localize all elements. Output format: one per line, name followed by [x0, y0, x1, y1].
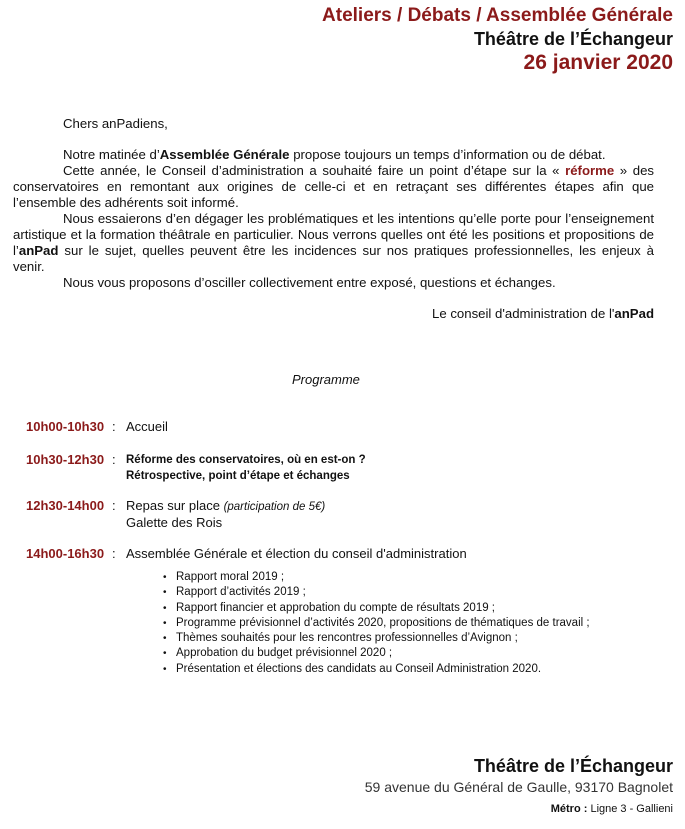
bullet-icon: • — [163, 648, 167, 660]
letter-greeting: Chers anPadiens, — [63, 116, 168, 131]
text-span: Le conseil d'administration de l' — [431, 306, 615, 321]
text-span: propose toujours un temps d’information ou de débat. — [289, 147, 606, 162]
list-item — [163, 585, 590, 600]
slot-colon: : — [112, 452, 116, 467]
text-span: Notre matinée d’ — [63, 147, 160, 162]
programme-title: Programme — [292, 372, 360, 387]
slot-time: 10h30-12h30 — [26, 452, 105, 467]
slot-line: Réforme des conservatoires, où en est-on ? — [126, 454, 366, 466]
highlight-span: réforme — [565, 163, 615, 178]
footer-venue: Théâtre de l’Échangeur — [473, 756, 673, 776]
slot-colon: : — [112, 498, 116, 513]
list-item-text: Programme prévisionnel d’activités 2020, propositions de thématiques de travail ; — [176, 616, 590, 629]
slot-note: (participation de 5€) — [223, 501, 326, 513]
letter-paragraph-3 — [13, 211, 654, 275]
list-item — [163, 662, 590, 677]
bullet-icon: • — [163, 572, 167, 583]
slot-time: 12h30-14h00 — [26, 498, 105, 513]
text-span: sur le sujet, quelles peuvent être les incidences sur nos pratiques professionnelles, les enjeux à venir. — [13, 243, 654, 274]
programme-slot — [26, 419, 168, 435]
list-item — [163, 616, 590, 631]
slot-colon: : — [112, 546, 116, 561]
agenda-list — [163, 570, 590, 677]
bullet-icon: • — [163, 602, 167, 614]
slot-description: Assemblée Générale et élection du conseil d'administration — [126, 546, 467, 561]
list-item-text: Rapport moral 2019 ; — [176, 571, 285, 583]
bullet-icon: • — [163, 617, 167, 629]
slot-colon: : — [112, 419, 116, 434]
bullet-icon: • — [163, 663, 167, 675]
slot-description: Accueil — [126, 419, 168, 434]
bullet-icon: • — [163, 633, 167, 645]
text-span: » des conservatoires en remontant aux origines de celle-ci et en retraçant ses différentes étapes afin que l’ensemble des adhérents soit informé. — [13, 163, 654, 210]
bold-span: anPad — [614, 306, 654, 321]
list-item — [163, 601, 590, 616]
slot-description — [126, 452, 366, 484]
event-title: Ateliers / Débats / Assemblée Générale — [322, 5, 673, 26]
letter-body — [13, 116, 654, 322]
list-item — [163, 570, 590, 585]
footer-address: 59 avenue du Général de Gaulle, 93170 Bagnolet — [364, 779, 673, 795]
venue-title: Théâtre de l’Échangeur — [473, 29, 673, 49]
list-item-text: Rapport d’activités 2019 ; — [176, 586, 306, 599]
footer-metro — [365, 803, 673, 815]
text-span: Nous essaierons d’en dégager les problématiques et les intentions qu’elle porte pour l’enseignement artistique et la formation théâtrale en particulier. Nous verrons quelles ont été les positions et propositions de l’ — [13, 211, 654, 258]
text-span: Cette année, le Conseil d’administration a souhaité faire un point d’étape sur la « — [63, 163, 566, 178]
bold-span: Assemblée Générale — [159, 147, 290, 162]
metro-label: Métro : — [550, 803, 588, 815]
letter-paragraph-1 — [13, 147, 654, 163]
programme-slot — [26, 452, 366, 484]
slot-time: 14h00-16h30 — [26, 546, 105, 561]
slot-description — [126, 498, 325, 531]
programme-slot — [26, 498, 325, 531]
bullet-icon: • — [163, 587, 167, 599]
letter-signature — [13, 306, 654, 322]
letter-paragraph-2 — [13, 163, 654, 211]
programme-slot — [26, 546, 467, 562]
list-item-text: Rapport financier et approbation du compte de résultats 2019 ; — [176, 601, 496, 614]
letter-paragraph-4: Nous vous proposons d’osciller collectivement entre exposé, questions et échanges. — [63, 275, 556, 290]
list-item — [163, 646, 590, 661]
text-span: Repas sur place — [126, 498, 224, 513]
slot-time: 10h00-10h30 — [26, 419, 105, 434]
bold-span: anPad — [18, 243, 59, 258]
event-date: 26 janvier 2020 — [523, 51, 673, 74]
slot-line: Galette des Rois — [126, 515, 223, 530]
list-item-text: Présentation et élections des candidats au Conseil Administration 2020. — [176, 662, 542, 675]
slot-line — [126, 498, 325, 515]
list-item-text: Thèmes souhaités pour les rencontres professionnelles d’Avignon ; — [176, 632, 518, 645]
metro-value: Ligne 3 - Gallieni — [587, 803, 673, 815]
slot-line: Rétrospective, point d’étape et échanges — [126, 470, 350, 482]
page-footer — [365, 755, 673, 815]
page-header — [322, 4, 673, 76]
list-item-text: Approbation du budget prévisionnel 2020 ; — [176, 647, 393, 660]
list-item — [163, 631, 590, 646]
